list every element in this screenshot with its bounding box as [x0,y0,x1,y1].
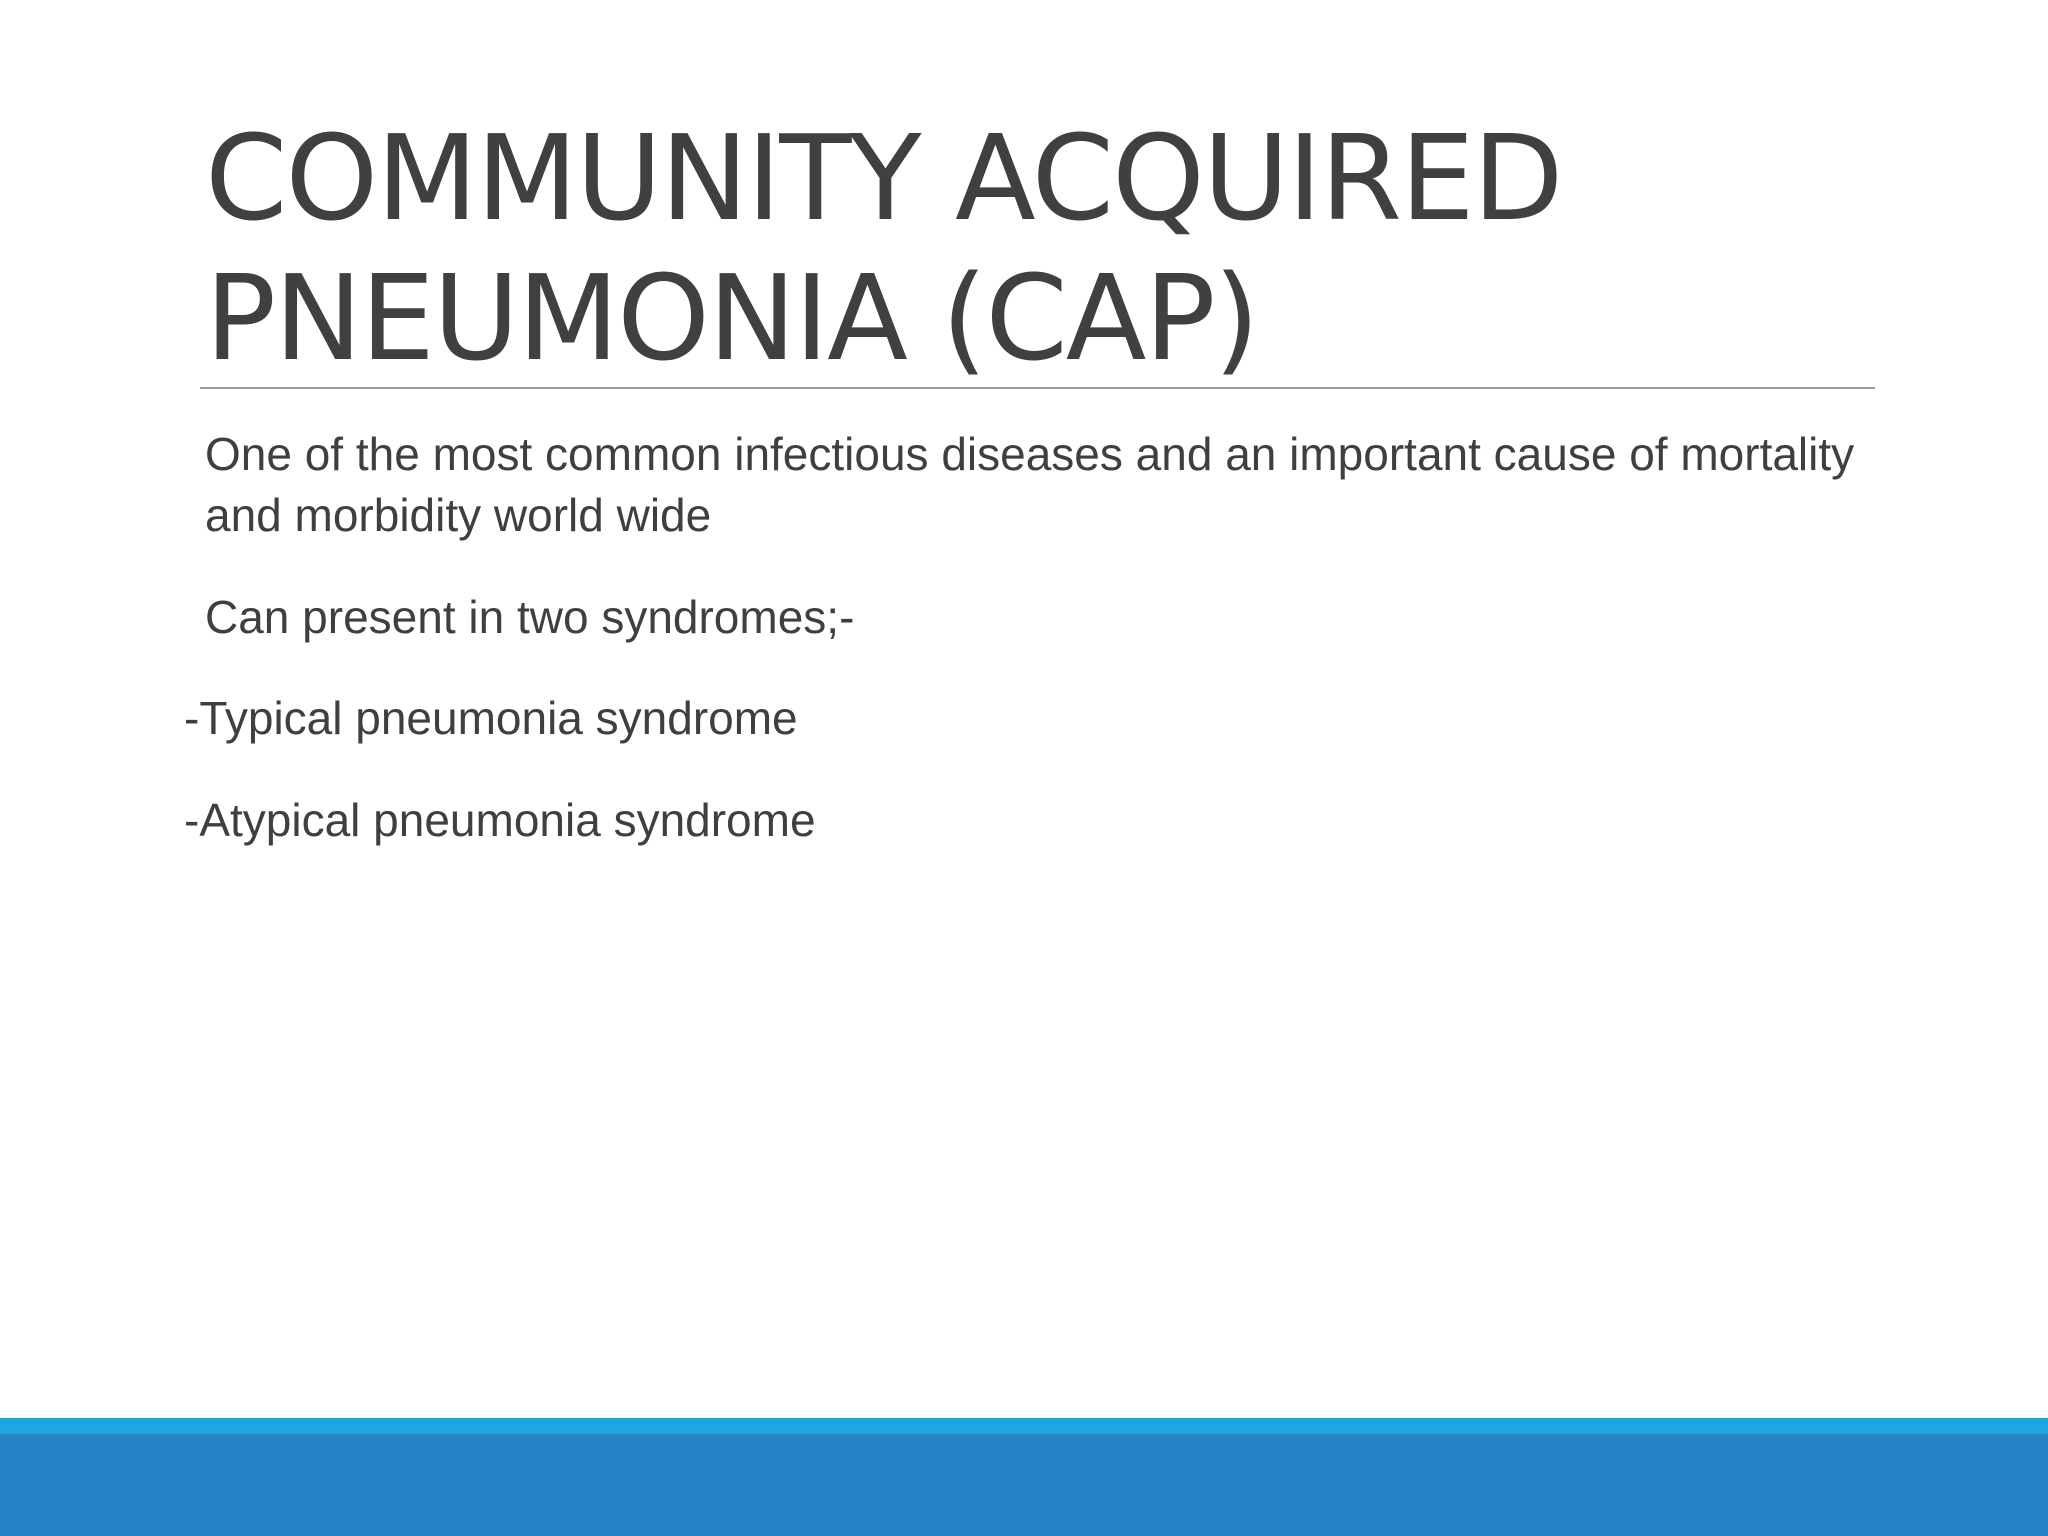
title-line-2: PNEUMONIA (CAP) [205,249,1258,387]
title-line-1: COMMUNITY ACQUIRED [205,109,1562,247]
slide-title [205,108,1865,388]
paragraph-syndromes-intro: Can present in two syndromes;- [205,591,855,643]
footer-accent-stripe [0,1418,2048,1434]
paragraph-definition: One of the most common infectious diseases and an important cause of mortality and morbidity world wide [205,428,1855,541]
list-item-typical: -Typical pneumonia syndrome [184,692,798,744]
title-divider [200,387,1875,389]
footer-band [0,1434,2048,1536]
list-item-atypical: -Atypical pneumonia syndrome [184,794,816,846]
